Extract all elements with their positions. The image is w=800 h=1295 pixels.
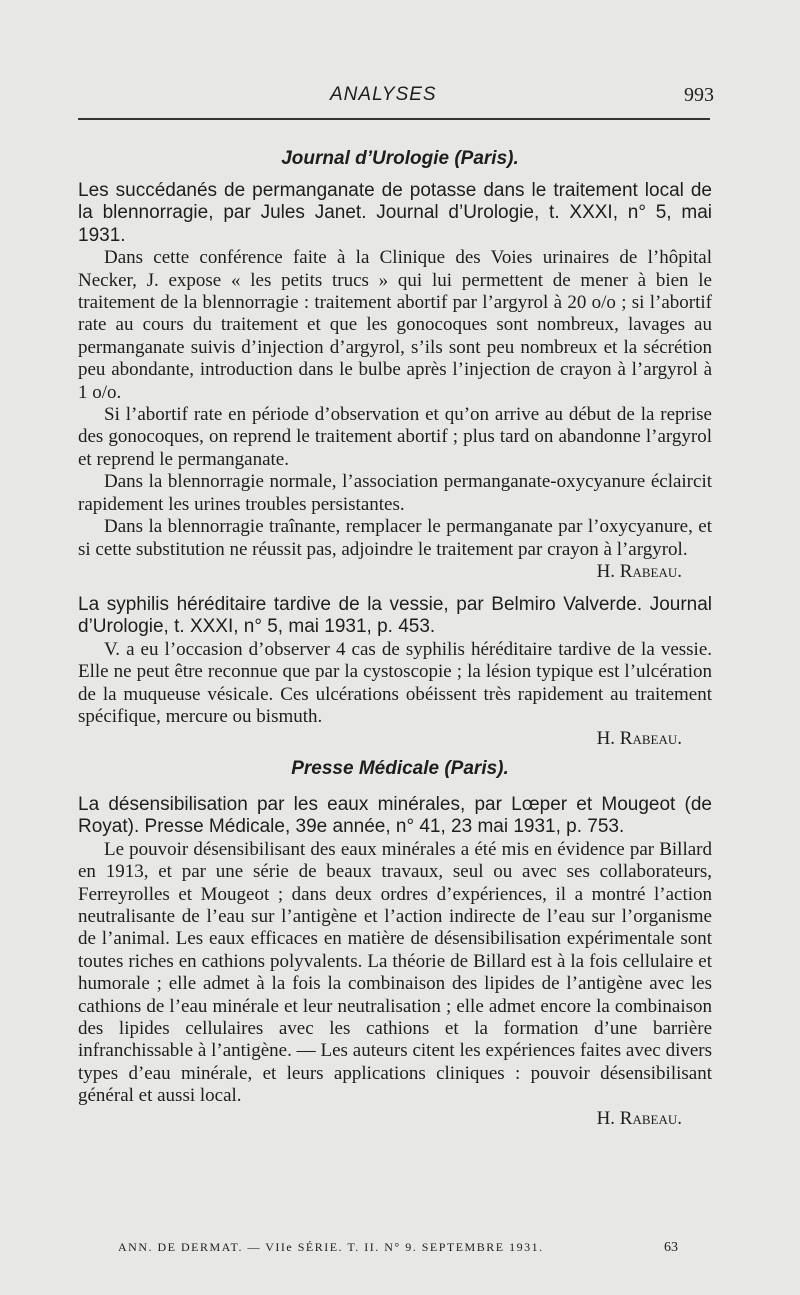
- page-footer: [118, 1240, 678, 1256]
- article-syphilis: [78, 594, 712, 751]
- section-title-presse-medicale: Presse Médicale (Paris).: [291, 758, 509, 779]
- article-desensibilisation: [78, 794, 712, 1130]
- sheet-number: 63: [664, 1240, 678, 1255]
- signature: H. Rabeau.: [596, 1107, 682, 1129]
- article-heading: [78, 594, 712, 639]
- article-title: La syphilis héréditaire tardive de la vessie,: [78, 594, 449, 615]
- article-permanganate: [78, 180, 712, 583]
- article-citation: par Lœper et Mougeot (de Royat). Presse Médicale, 39e année, n° 41, 23 mai 1931, p. 753.: [78, 794, 712, 838]
- paragraph: Dans cette conférence faite à la Clinique des Voies urinaires de l’hôpital Necker, J. expose « les petits trucs » qui lui permettent de mener à bien le traitement de la blennorragie : traitement abortif par l’argyrol à 20 o/o ; si l’abortif rate au cours du traitement et que les gonocoques sont nombreux, lavages au permanganate suivis d’injection d’argyrol, s’ils sont peu nombreux et la sécrétion peu abondante, introduction dans le bulbe après l’injection de crayon à l’argyrol à 1 o/o.: [78, 247, 712, 403]
- article-title: Les succédanés de permanganate de potasse dans le traitement local de la blennorragie,: [78, 180, 712, 224]
- section-title-journal-urologie: Journal d’Urologie (Paris).: [281, 148, 519, 169]
- footer-citation: ANN. DE DERMAT. — VIIe SÉRIE. T. II. N° 9. SEPTEMBRE 1931.: [118, 1240, 544, 1254]
- article-title: La désensibilisation par les eaux minérales,: [78, 794, 466, 815]
- running-title: ANALYSES: [330, 84, 437, 105]
- article-heading: [78, 794, 712, 839]
- paragraph: Le pouvoir désensibilisant des eaux minérales a été mis en évidence par Billard en 1913, et par une série de beaux travaux, seul ou avec ses collaborateurs, Ferreyrolles et Mougeot ; dans deux ordres d’expériences, il a montré l’action neutralisante de l’eau sur l’antigène et l’action indirecte de l’eau sur l’organisme de l’animal. Les eaux efficaces en matière de désensibilisation expérimentale sont toutes riches en cathions polyvalents. La théorie de Billard est à la fois cellulaire et humorale ; elle admet à la fois la combinaison des lipides de l’antigène avec les cathions de l’eau minérale et leur neutralisation ; elle admet encore la combinaison des lipides cellulaires avec les cathions et la formation d’une barrière infranchissable à l’antigène. — Les auteurs citent les expériences faites avec divers types d’eau minérale, et leurs applications cliniques : pouvoir désensibilisant général et aussi local.: [78, 838, 712, 1107]
- page-number: 993: [684, 84, 714, 106]
- paragraph: Dans la blennorragie traînante, remplacer le permanganate par l’oxycyanure, et si cette substitution ne réussit pas, adjoindre le traitement par crayon à l’argyrol.: [78, 516, 712, 560]
- paragraph: V. a eu l’occasion d’observer 4 cas de syphilis héréditaire tardive de la vessie. Elle ne peut être reconnue que par la cystoscopie ; la lésion typique est l’ulcération de la muqueuse vésicale. Ces ulcérations obéissent très rapidement au traitement spécifique, mercure ou bismuth.: [78, 638, 712, 728]
- header-rule: [78, 118, 710, 120]
- paragraph: Si l’abortif rate en période d’observation et qu’on arrive au début de la reprise des gonocoques, on reprend le traitement abortif ; plus tard on abandonne l’argyrol et reprend le permanganate.: [78, 404, 712, 470]
- article-citation: par Belmiro Valverde. Journal d’Urologie, t. XXXI, n° 5, mai 1931, p. 453.: [78, 594, 713, 638]
- article-heading: [78, 180, 712, 247]
- signature: H. Rabeau.: [596, 728, 682, 750]
- paragraph: Dans la blennorragie normale, l’association permanganate-oxycyanure éclaircit rapidement les urines troubles persistantes.: [78, 471, 712, 515]
- article-citation: par Jules Janet. Journal d’Urologie, t. XXXI, n° 5, mai 1931.: [78, 202, 713, 246]
- signature: H. Rabeau.: [596, 560, 682, 582]
